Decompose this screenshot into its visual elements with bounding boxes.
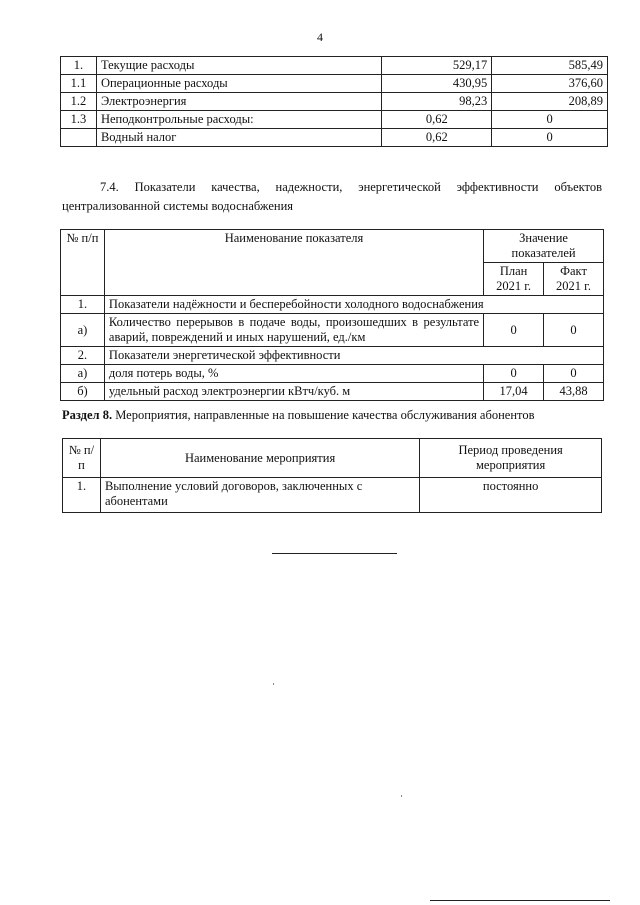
- row-name: Текущие расходы: [96, 57, 381, 75]
- row-plan: 0: [484, 314, 544, 347]
- row-name: Количество перерывов в подаче воды, произошедших в результате аварий, повреждений и иных нарушений, ед./км: [104, 314, 483, 347]
- section-8-label: Раздел 8.: [62, 408, 113, 422]
- costs-table: [60, 56, 608, 147]
- footer-rule: [430, 900, 610, 901]
- row-number: а): [61, 365, 105, 383]
- row-plan: 0,62: [382, 111, 492, 129]
- header-number: № п/п: [61, 230, 105, 296]
- row-number: 1.: [61, 57, 97, 75]
- section-8-title: Мероприятия, направленные на повышение качества обслуживания абонентов: [112, 408, 535, 422]
- table-row: [61, 365, 604, 383]
- header-number: № п/п: [63, 439, 101, 478]
- table-row: [61, 129, 608, 147]
- row-number: 1.3: [61, 111, 97, 129]
- row-fact: 0: [544, 314, 604, 347]
- header-fact: Факт 2021 г.: [544, 263, 604, 296]
- row-name: Водный налог: [96, 129, 381, 147]
- table-row: [61, 75, 608, 93]
- table-row: [61, 383, 604, 401]
- row-name: удельный расход электроэнергии кВтч/куб. м: [104, 383, 483, 401]
- row-number: 1.: [63, 478, 101, 513]
- row-fact: 0: [492, 111, 608, 129]
- row-name: доля потерь воды, %: [104, 365, 483, 383]
- table-row: [61, 296, 604, 314]
- row-fact: 376,60: [492, 75, 608, 93]
- table-row: [61, 314, 604, 347]
- header-period: Период проведения мероприятия: [420, 439, 602, 478]
- row-plan: 0,62: [382, 129, 492, 147]
- table-row: [61, 93, 608, 111]
- section-8-heading: [62, 408, 602, 423]
- row-name: Электроэнергия: [96, 93, 381, 111]
- section-7-4-heading: 7.4. Показатели качества, надежности, энергетической эффективности объектов централизованной системы водоснабжения: [62, 180, 602, 213]
- row-plan: 17,04: [484, 383, 544, 401]
- row-fact: 585,49: [492, 57, 608, 75]
- row-plan: 529,17: [382, 57, 492, 75]
- row-plan: 430,95: [382, 75, 492, 93]
- group-title: Показатели энергетической эффективности: [104, 347, 603, 365]
- row-number: 1.2: [61, 93, 97, 111]
- scan-speck: [273, 683, 274, 685]
- row-number: 1.1: [61, 75, 97, 93]
- indicators-table: [60, 229, 604, 401]
- row-fact: 0: [492, 129, 608, 147]
- header-value: Значение показателей: [484, 230, 604, 263]
- row-number: 1.: [61, 296, 105, 314]
- row-period: постоянно: [420, 478, 602, 513]
- row-number: б): [61, 383, 105, 401]
- row-number: 2.: [61, 347, 105, 365]
- row-name: Выполнение условий договоров, заключенных с абонентами: [100, 478, 419, 513]
- row-name: Операционные расходы: [96, 75, 381, 93]
- row-number: а): [61, 314, 105, 347]
- header-measure-name: Наименование мероприятия: [100, 439, 419, 478]
- table-row: [61, 347, 604, 365]
- row-fact: 208,89: [492, 93, 608, 111]
- row-fact: 43,88: [544, 383, 604, 401]
- page-number: 4: [317, 30, 323, 44]
- measures-table: [62, 438, 602, 513]
- row-fact: 0: [544, 365, 604, 383]
- header-indicator-name: Наименование показателя: [104, 230, 483, 296]
- header-plan: План 2021 г.: [484, 263, 544, 296]
- row-number: [61, 129, 97, 147]
- row-name: Неподконтрольные расходы:: [96, 111, 381, 129]
- scan-speck: [401, 795, 402, 797]
- row-plan: 0: [484, 365, 544, 383]
- table-row: [61, 111, 608, 129]
- table-row: [61, 57, 608, 75]
- group-title: Показатели надёжности и бесперебойности холодного водоснабжения: [104, 296, 603, 314]
- end-rule: [272, 553, 397, 554]
- table-row: [63, 478, 602, 513]
- row-plan: 98,23: [382, 93, 492, 111]
